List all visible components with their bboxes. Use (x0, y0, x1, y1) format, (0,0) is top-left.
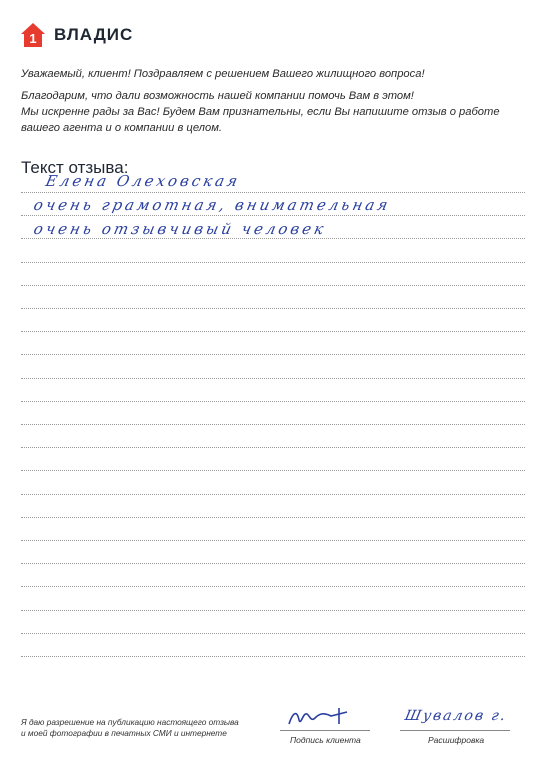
writing-line (21, 262, 525, 263)
writing-line (21, 215, 525, 216)
intro-request-cont: вашего агента и о компании в целом. (21, 122, 222, 134)
decoding-handwritten: Шувалов г. (403, 708, 509, 724)
consent-line-1: Я даю разрешение на публикацию настоящего отзыва (21, 717, 239, 727)
signature-line (280, 730, 370, 731)
intro-greeting: Уважаемый, клиент! Поздравляем с решением Вашего жилищного вопроса! (21, 68, 425, 80)
brand-name: ВЛАДИС (54, 25, 134, 44)
writing-line (21, 401, 525, 402)
writing-line (21, 656, 525, 657)
writing-line (21, 517, 525, 518)
writing-line (21, 424, 525, 425)
publication-consent (21, 717, 239, 739)
writing-line (21, 308, 525, 309)
writing-line (21, 633, 525, 634)
handwritten-line-1: Елена Олеховская (44, 172, 243, 190)
writing-line (21, 540, 525, 541)
writing-line (21, 447, 525, 448)
writing-line (21, 494, 525, 495)
intro-request: Мы искренне рады за Вас! Будем Вам признательны, если Вы напишите отзыв о работе (21, 106, 500, 118)
consent-line-2: и моей фотографии в печатных СМИ и интернете (21, 728, 227, 738)
intro-thanks: Благодарим, что дали возможность нашей компании помочь Вам в этом! (21, 90, 414, 102)
writing-line (21, 378, 525, 379)
writing-line (21, 563, 525, 564)
writing-line (21, 192, 525, 193)
writing-line (21, 354, 525, 355)
review-lines (21, 0, 525, 768)
svg-text:1: 1 (29, 31, 37, 46)
review-title: Текст отзыва: (21, 158, 129, 177)
writing-line (21, 331, 525, 332)
writing-line (21, 610, 525, 611)
writing-line (21, 238, 525, 239)
signature-label: Подпись клиента (290, 735, 361, 745)
handwritten-line-3: очень отзывчивый человек (32, 220, 329, 238)
writing-line (21, 285, 525, 286)
writing-line (21, 586, 525, 587)
writing-line (21, 470, 525, 471)
decoding-label: Расшифровка (428, 735, 485, 745)
client-signature (285, 704, 355, 730)
decoding-line (400, 730, 510, 731)
handwritten-line-2: очень грамотная, внимательная (32, 196, 393, 214)
